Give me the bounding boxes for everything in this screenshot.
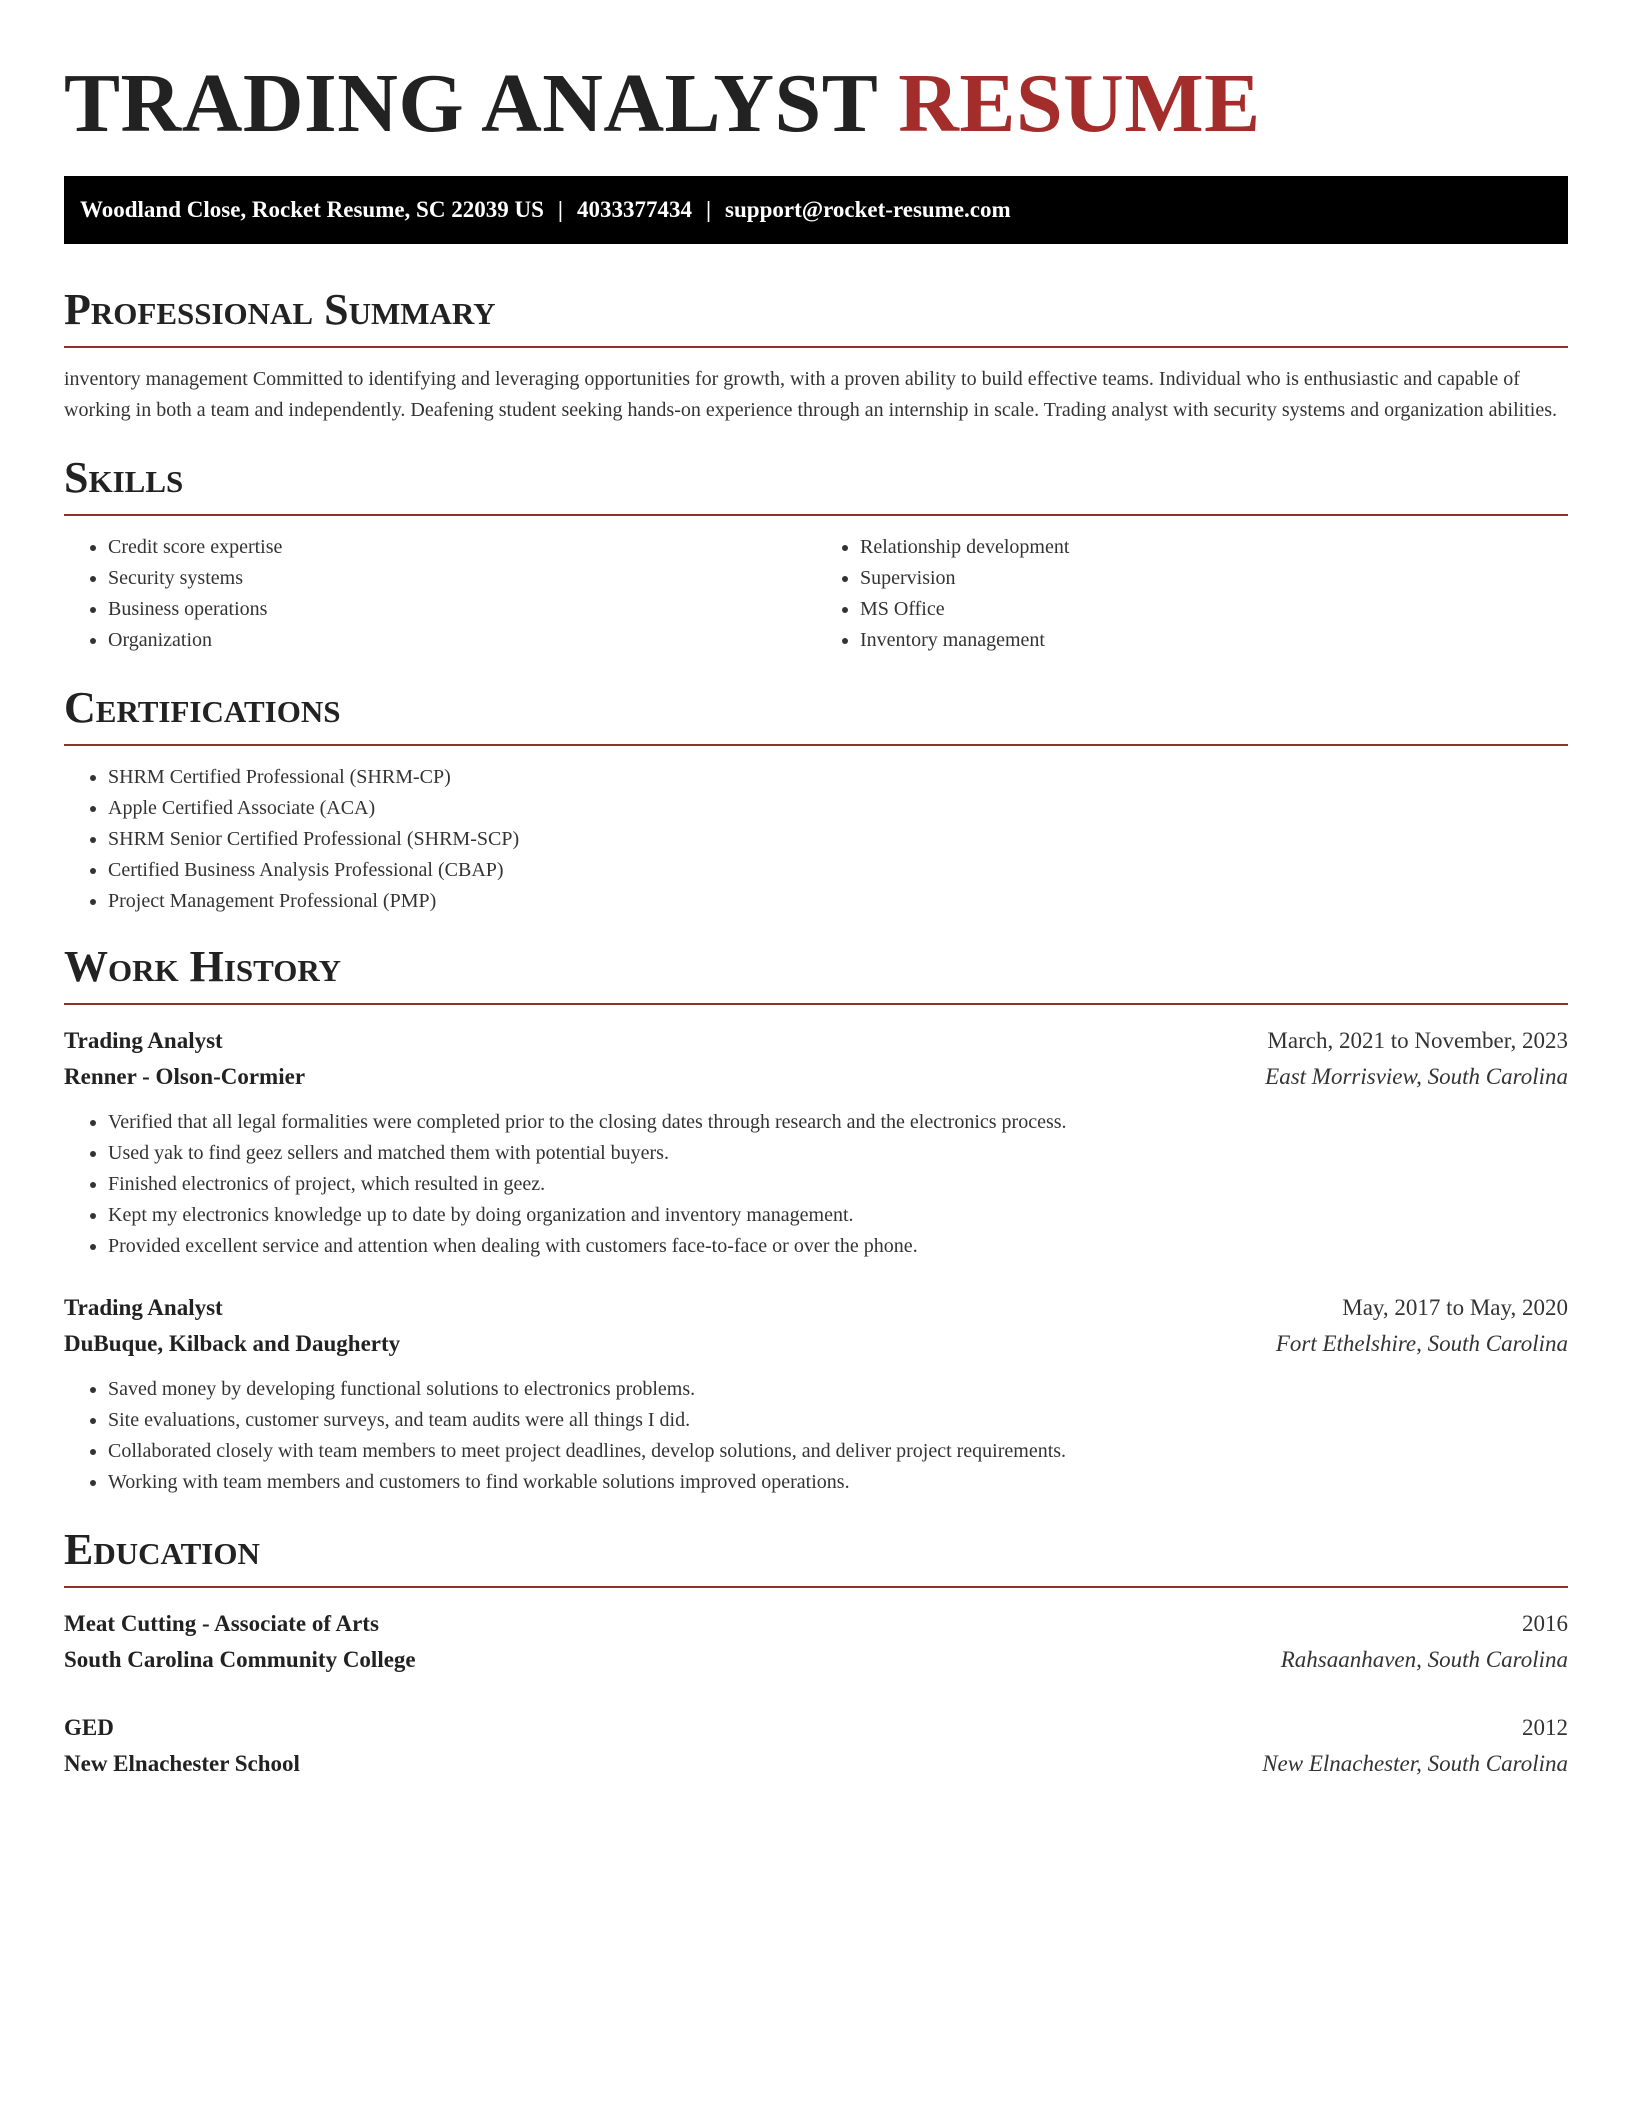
- job-company-row: [64, 1326, 1568, 1362]
- skills-list-left: [64, 532, 816, 656]
- education-heading: Education: [64, 1524, 1568, 1588]
- certification-item: • SHRM Senior Certified Professional (SHRM-SCP): [108, 824, 1568, 855]
- job-title: Trading Analyst: [64, 1295, 223, 1320]
- education-school-row: [64, 1746, 1568, 1782]
- certifications-heading: Certifications: [64, 682, 1568, 746]
- education-year: 2012: [1522, 1715, 1568, 1740]
- skill-item: • Inventory management: [860, 625, 1568, 656]
- skills-heading: Skills: [64, 452, 1568, 516]
- skill-item: • Relationship development: [860, 532, 1568, 563]
- job-bullet: • Collaborated closely with team members to meet project deadlines, develop solutions, and deliver project requirements.: [108, 1436, 1568, 1467]
- job-entry: [64, 1290, 1568, 1498]
- job-bullet: • Saved money by developing functional solutions to electronics problems.: [108, 1374, 1568, 1405]
- skill-item: • Business operations: [108, 594, 816, 625]
- job-location: Fort Ethelshire, South Carolina: [1275, 1331, 1568, 1356]
- job-company: Renner - Olson-Cormier: [64, 1064, 306, 1089]
- job-bullet: • Provided excellent service and attention when dealing with customers face-to-face or over the phone.: [108, 1231, 1568, 1262]
- education-location: Rahsaanhaven, South Carolina: [1280, 1647, 1568, 1672]
- job-bullet: • Kept my electronics knowledge up to date by doing organization and inventory management.: [108, 1200, 1568, 1231]
- education-year: 2016: [1522, 1611, 1568, 1636]
- education-entry: [64, 1606, 1568, 1678]
- summary-text: inventory management Committed to identifying and leveraging opportunities for growth, with a proven ability to build effective teams. Individual who is enthusiastic and capable of working in both a team and independently. Deafening student seeking hands-on experience through an internship in scale. Trading analyst with security systems and organization abilities.: [64, 368, 1557, 421]
- job-company: DuBuque, Kilback and Daugherty: [64, 1331, 401, 1356]
- certification-item: • Project Management Professional (PMP): [108, 886, 1568, 917]
- skill-item: • Supervision: [860, 563, 1568, 594]
- education-school-row: [64, 1642, 1568, 1678]
- education-school: New Elnachester School: [64, 1751, 300, 1776]
- education-entry: [64, 1710, 1568, 1782]
- certification-item: • Apple Certified Associate (ACA): [108, 793, 1568, 824]
- education-school: South Carolina Community College: [64, 1647, 416, 1672]
- job-title: Trading Analyst: [64, 1028, 223, 1053]
- skill-item: • MS Office: [860, 594, 1568, 625]
- education-degree-row: [64, 1710, 1568, 1746]
- job-title-row: [64, 1023, 1568, 1059]
- resume-title: [64, 0, 1568, 152]
- skills-grid: [64, 532, 1568, 656]
- education-list: [64, 1606, 1568, 1782]
- skill-item: • Organization: [108, 625, 816, 656]
- education-location: New Elnachester, South Carolina: [1262, 1751, 1568, 1776]
- job-dates: May, 2017 to May, 2020: [1342, 1295, 1568, 1320]
- job-location: East Morrisview, South Carolina: [1265, 1064, 1568, 1089]
- skill-item: • Security systems: [108, 563, 816, 594]
- contact-phone: 4033377434: [576, 197, 692, 222]
- contact-bar: [64, 176, 1568, 244]
- skill-item: • Credit score expertise: [108, 532, 816, 563]
- contact-address: Woodland Close, Rocket Resume, SC 22039 US: [80, 197, 544, 222]
- work-history-heading: Work History: [64, 941, 1568, 1005]
- job-bullet: • Verified that all legal formalities were completed prior to the closing dates through research and the electronics process.: [108, 1107, 1568, 1138]
- job-bullet: • Finished electronics of project, which resulted in geez.: [108, 1169, 1568, 1200]
- contact-separator: |: [557, 197, 563, 222]
- job-bullet: • Site evaluations, customer surveys, and team audits were all things I did.: [108, 1405, 1568, 1436]
- skills-list-right: [816, 532, 1568, 656]
- education-degree-row: [64, 1606, 1568, 1642]
- job-bullets: [64, 1107, 1568, 1262]
- education-degree: Meat Cutting - Associate of Arts: [64, 1611, 379, 1636]
- job-bullet: • Working with team members and customers to find workable solutions improved operations.: [108, 1467, 1568, 1498]
- job-bullet: • Used yak to find geez sellers and matched them with potential buyers.: [108, 1138, 1568, 1169]
- job-bullets: [64, 1374, 1568, 1498]
- job-title-row: [64, 1290, 1568, 1326]
- job-dates: March, 2021 to November, 2023: [1267, 1028, 1568, 1053]
- certifications-list: [64, 762, 1568, 917]
- title-accent: RESUME: [898, 57, 1261, 150]
- summary-heading: Professional Summary: [64, 284, 1568, 348]
- job-entry: [64, 1023, 1568, 1262]
- contact-email: support@rocket-resume.com: [725, 197, 1011, 222]
- contact-separator: |: [705, 197, 712, 222]
- title-main: TRADING ANALYST: [64, 57, 877, 150]
- certification-item: • Certified Business Analysis Professional (CBAP): [108, 855, 1568, 886]
- certification-item: • SHRM Certified Professional (SHRM-CP): [108, 762, 1568, 793]
- education-degree: GED: [64, 1715, 114, 1740]
- job-company-row: [64, 1059, 1568, 1095]
